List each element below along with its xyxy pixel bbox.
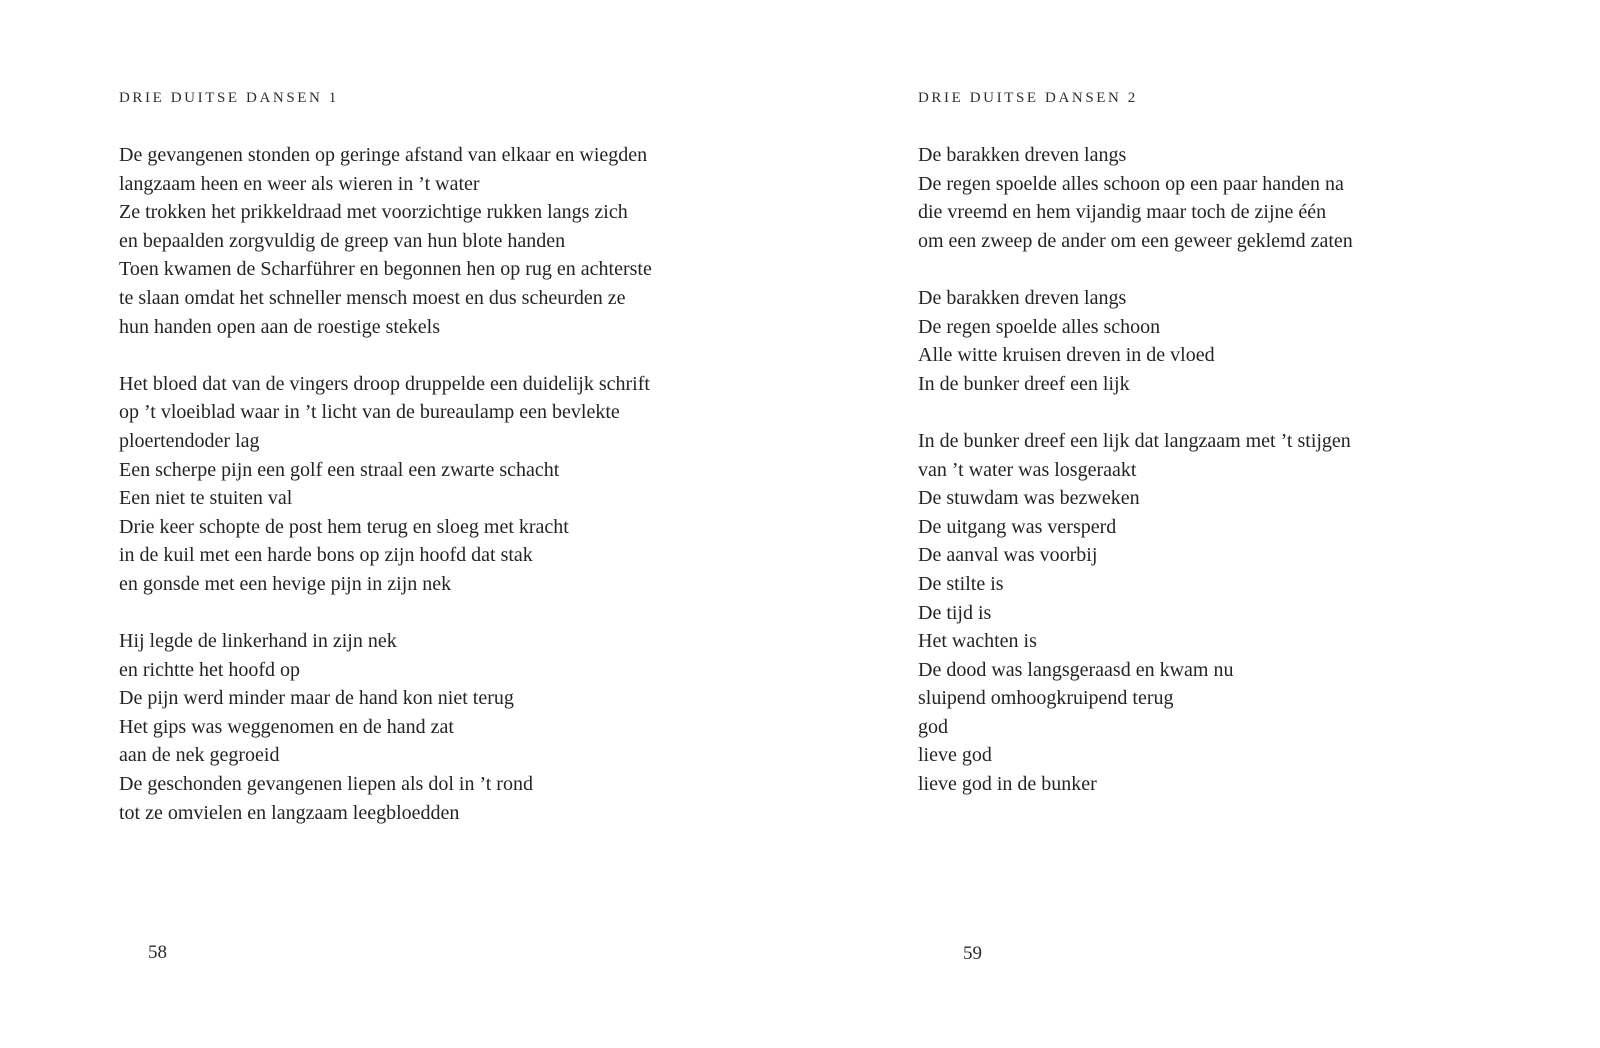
poem-line: Een niet te stuiten val (119, 487, 293, 510)
poem-line: ploertendoder lag (119, 429, 260, 452)
page-number-right: 59 (963, 943, 982, 964)
stanza (119, 141, 652, 341)
poem-line: In de bunker dreef een lijk (918, 372, 1130, 395)
poem-line: Het gips was weggenomen en de hand zat (119, 715, 454, 738)
poem-line: De uitgang was versperd (918, 515, 1117, 538)
poem-line: sluipend omhoogkruipend terug (918, 687, 1174, 710)
poem-line: In de bunker dreef een lijk dat langzaam met ’t stijgen (918, 429, 1351, 452)
poem-line: god (918, 715, 948, 738)
poem-title-left: DRIE DUITSE DANSEN 1 (119, 90, 339, 106)
stanza (918, 284, 1353, 398)
poem-line: De geschonden gevangenen liepen als dol in ’t rond (119, 773, 533, 796)
poem-line: De dood was langsgeraasd en kwam nu (918, 658, 1234, 681)
page-left (119, 0, 789, 1048)
poem-line: Toen kwamen de Scharführer en begonnen hen op rug en achterste (119, 258, 652, 281)
poem-line: lieve god (918, 744, 992, 767)
poem-line: te slaan omdat het schneller mensch moest en dus scheurden ze (119, 286, 626, 309)
poem-body-left (119, 141, 652, 827)
poem-line: langzaam heen en weer als wieren in ’t water (119, 172, 480, 195)
poem-line: op ’t vloeiblad waar in ’t licht van de bureaulamp een bevlekte (119, 401, 620, 424)
poem-line: van ’t water was losgeraakt (918, 458, 1137, 481)
poem-line: Een scherpe pijn een golf een straal een zwarte schacht (119, 458, 560, 481)
poem-line: De barakken dreven langs (918, 286, 1127, 309)
poem-body-right (918, 141, 1353, 799)
poem-line: De barakken dreven langs (918, 144, 1127, 166)
poem-line: die vreemd en hem vijandig maar toch de zijne één (918, 201, 1327, 224)
poem-line: De stuwdam was bezweken (918, 487, 1140, 510)
poem-line: De tijd is (918, 601, 992, 624)
poem-line: De gevangenen stonden op geringe afstand van elkaar en wiegden (119, 144, 648, 166)
poem-line: De regen spoelde alles schoon op een paar handen na (918, 172, 1344, 195)
poem-line: en gonsde met een hevige pijn in zijn nek (119, 572, 452, 595)
poem-line: lieve god in de bunker (918, 773, 1097, 796)
poem-title-right: DRIE DUITSE DANSEN 2 (918, 90, 1138, 106)
poem-line: De regen spoelde alles schoon (918, 315, 1161, 338)
poem-line: Drie keer schopte de post hem terug en sloeg met kracht (119, 515, 569, 538)
poem-line: Ze trokken het prikkeldraad met voorzichtige rukken langs zich (119, 201, 628, 224)
stanza (918, 427, 1353, 799)
poem-line: tot ze omvielen en langzaam leegbloedden (119, 801, 460, 824)
stanza (918, 141, 1353, 255)
page-right (918, 0, 1518, 1048)
poem-line: De pijn werd minder maar de hand kon niet terug (119, 687, 514, 710)
poem-line: Alle witte kruisen dreven in de vloed (918, 344, 1215, 367)
poem-line: aan de nek gegroeid (119, 744, 280, 767)
poem-line: Hij legde de linkerhand in zijn nek (119, 630, 397, 653)
page-number-left: 58 (148, 942, 167, 963)
poem-line: Het bloed dat van de vingers droop druppelde een duidelijk schrift (119, 372, 650, 395)
poem-line: en richtte het hoofd op (119, 658, 301, 681)
poem-line: in de kuil met een harde bons op zijn hoofd dat stak (119, 544, 533, 567)
poem-line: en bepaalden zorgvuldig de greep van hun blote handen (119, 229, 566, 252)
stanza (119, 627, 652, 827)
stanza (119, 370, 652, 599)
poem-line: om een zweep de ander om een geweer geklemd zaten (918, 229, 1353, 252)
poem-line: De stilte is (918, 572, 1004, 595)
poem-line: Het wachten is (918, 630, 1037, 653)
poem-line: hun handen open aan de roestige stekels (119, 315, 441, 338)
poem-line: De aanval was voorbij (918, 544, 1098, 567)
